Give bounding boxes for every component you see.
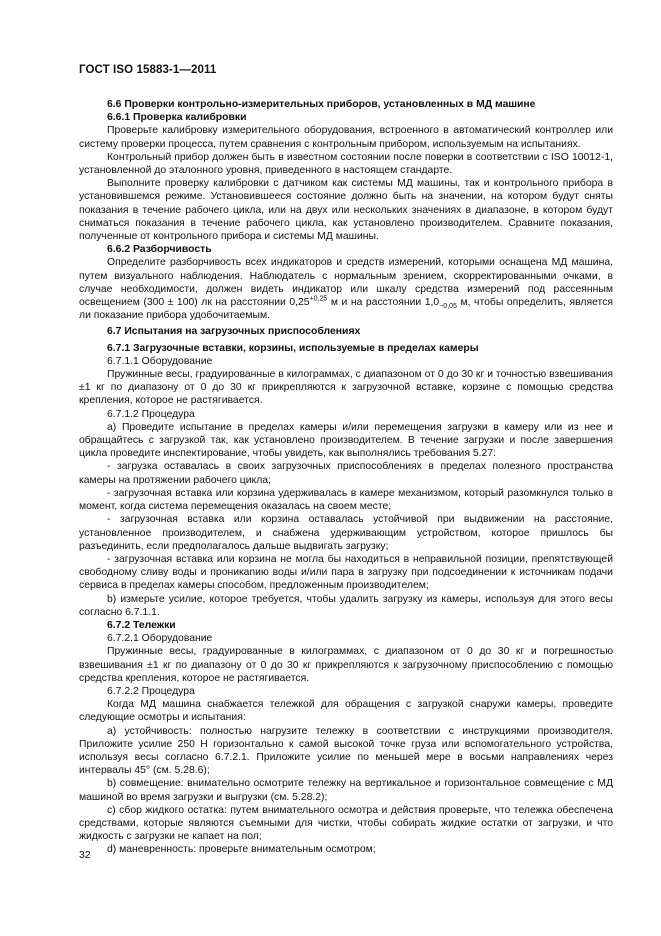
- text-span: Определите разборчивость всех индикаторов и средств измерений, которыми оснащена МД машина, путем визуального наблюдения. Наблюдатель с нормальным зрением, скорректированными очками, в случае необходимости, должен видеть индикатор или шкалу средства измерений под рассеянным освещением (300 ± 100) лк на расстоянии 0,25: [79, 257, 613, 309]
- paragraph: Пружинные весы, градуированные в килограммах, с диапазоном от 0 до 30 кг и погрешностью взвешивания ±1 кг по диапазону от 0 до 30 кг прикрепляются к загрузочному приспособлению с помощью средства крепления, которое не растягивается.: [79, 646, 613, 684]
- section-6-6-2-heading: 6.6.2 Разборчивость: [107, 244, 212, 256]
- list-item: - загрузочная вставка или корзина удерживалась в камере механизмом, который разомкнулся только в момент, когда система перемещения оказалась на своем месте;: [79, 487, 613, 513]
- paragraph: Когда МД машина снабжается тележкой для обращения с загрузкой снаружи камеры, проведите следующие осмотры и испытания:: [79, 699, 613, 724]
- section-6-6-heading: 6.6 Проверки контрольно-измерительных приборов, установленных в МД машине: [107, 99, 536, 110]
- section-6-6-1-heading: 6.6.1 Проверка калибровки: [107, 112, 247, 124]
- text-span: м, чтобы определить, является ли показание прибора удобочитаемым.: [79, 297, 614, 322]
- list-item: c) сбор жидкого остатка: путем внимательного осмотра и действия проверьте, что тележка обеспечена средствами, которые являются съемными для чистки, чтобы собирать жидкие остатки от загрузки, и что жидкость с загрузки не капает на пол;: [79, 804, 613, 843]
- list-item: - загрузочная вставка или корзина не могла бы находиться в неправильной позиции, препятствующей свободному сливу воды и проникanию воды и/или пара в загрузку при подсоединении к источникам подачи сервиса в пределах камеры способом, предложенным производителем;: [79, 553, 613, 592]
- list-item: b) совмещение: внимательно осмотрите тележку на вертикальное и горизонтальное совмещение с МД машиной во время загрузки и выгрузки (см. 5.28.2);: [79, 778, 613, 803]
- document-header: ГОСТ ISO 15883-1—2011: [79, 64, 217, 76]
- page-number: 32: [79, 850, 91, 861]
- text-span: м и на расстоянии 1,0: [327, 297, 440, 309]
- subsection-6-7-1-2-heading: 6.7.1.2 Процедура: [107, 408, 195, 420]
- paragraph-legibility: [79, 256, 613, 322]
- document-body: [79, 95, 613, 857]
- list-item: а) Проведите испытание в пределах камеры и/или перемещения загрузки в камеру или из нее и обращайтесь с загрузкой так, как установлено производителем. В течение загрузки и после завершения цикла проведите инспектирование, чтобы увидеть, как выполнялись требования 5.27:: [79, 421, 613, 460]
- subsection-6-7-1-1-heading: 6.7.1.1 Оборудование: [107, 355, 213, 367]
- subsection-6-7-2-1-heading: 6.7.2.1 Оборудование: [107, 633, 213, 645]
- list-item: а) устойчивость: полностью нагрузите тележку в соответствии с инструкциями производителя. Приложите усилие 250 Н горизонтально к самой высокой точке груза или вспомогательного устройства, используя весы согласно 6.7.2.1. Приложите усилие по меньшей мере в восьми направлениях через интервалы 45° (см. 5.28.6);: [79, 725, 613, 777]
- paragraph: Выполните проверку калибровки с датчиком как системы МД машины, так и контрольного прибора в установившемся режиме. Установившееся состояние должно быть на значении, на котором будут сняты показания в течение рабочего цикла, или на двух или нескольких значениях в диапазоне, в котором будут сниматься показания в течение рабочего цикла, как установлено производителем. Сравните показания, полученные от контрольного прибора и системы МД машины.: [79, 178, 613, 243]
- list-item: - загрузка оставалась в своих загрузочных приспособлениях в пределах полезного пространства камеры на протяжении рабочего цикла;: [79, 461, 613, 486]
- list-item: b) измерьте усилие, которое требуется, чтобы удалить загрузку из камеры, используя для этого весы согласно 6.7.1.1.: [79, 593, 613, 618]
- paragraph: Проверьте калибровку измерительного оборудования, встроенного в автоматический контроллер или систему проверки процесса, путем сравнения с контрольным прибором, используемым на испытаниях.: [79, 125, 613, 150]
- tolerance-subscript: −0,05: [439, 303, 457, 311]
- subsection-6-7-2-2-heading: 6.7.2.2 Процедура: [107, 685, 195, 697]
- tolerance-superscript: +0,25: [309, 295, 328, 303]
- list-item: - загрузочная вставка или корзина оставалась устойчивой при выдвижении на расстояние, установленное производителем, и снабжена удерживающим устройством, которое пришлось бы разъединить, если предполагалось дальше выдвигать загрузку;: [79, 514, 613, 552]
- section-6-7-2-heading: 6.7.2 Тележки: [107, 619, 176, 631]
- paragraph: Пружинные весы, градуированные в килограммах, с диапазоном от 0 до 30 кг и точностью взвешивания ±1 кг по диапазону от 0 до 30 кг прикрепляются к загрузочной вставке, корзине с помощью средства крепления, которое не растягивается.: [79, 369, 613, 407]
- list-item: d) маневренность: проверьте внимательным осмотром;: [107, 844, 376, 856]
- section-6-7-1-heading: 6.7.1 Загрузочные вставки, корзины, используемые в пределах камеры: [107, 342, 479, 354]
- paragraph: Контрольный прибор должен быть в известном состоянии после поверки в соответствии с ISO 10012-1, установленной до эталонного уровня, приведенного в настоящем стандарте.: [79, 151, 613, 177]
- section-6-7-heading: 6.7 Испытания на загрузочных приспособлениях: [107, 326, 361, 338]
